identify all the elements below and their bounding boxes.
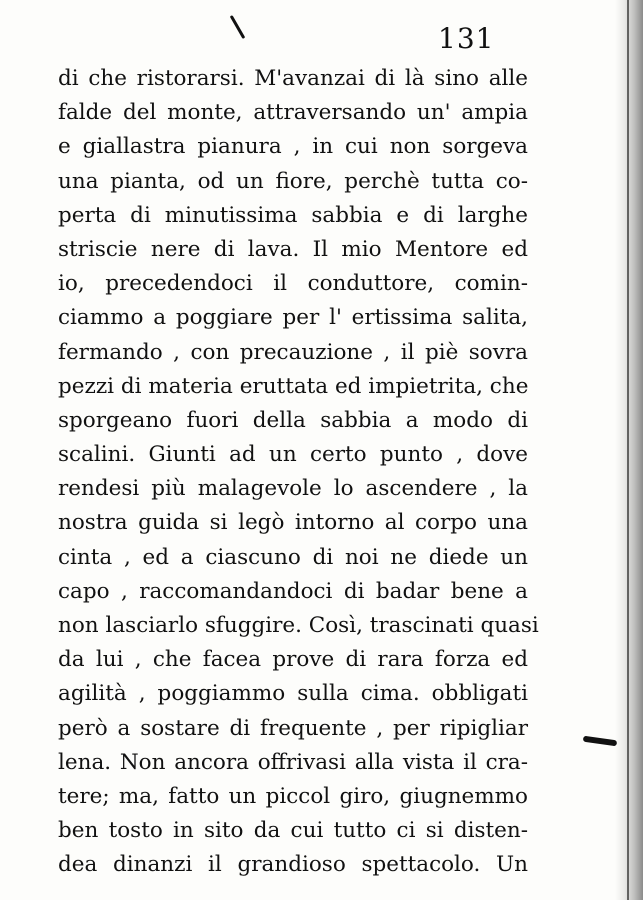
text-line: da lui , che facea prove di rara forza ed bbox=[58, 647, 528, 673]
page-edge-line bbox=[627, 0, 629, 900]
text-line: rendesi più malagevole lo ascendere , la bbox=[58, 476, 528, 502]
text-line: perta di minutissima sabbia e di larghe bbox=[58, 202, 528, 228]
text-line: di che ristorarsi. M'avanzai di là sino alle bbox=[58, 66, 528, 91]
text-line: una pianta, od un fiore, perchè tutta co- bbox=[58, 168, 528, 194]
text-line: tere; ma, fatto un piccol giro, giugnemmo bbox=[58, 783, 528, 809]
text-line: però a sostare di frequente , per ripigliar bbox=[58, 715, 528, 741]
text-line: dea dinanzi il grandioso spettacolo. Un bbox=[58, 852, 528, 878]
text-line: scalini. Giunti ad un certo punto , dove bbox=[58, 442, 528, 468]
ink-mark bbox=[230, 15, 246, 39]
ink-dash bbox=[583, 736, 618, 747]
text-line: non lasciarlo sfuggire. Così, trascinati quasi bbox=[58, 613, 539, 638]
text-line: ben tosto in sito da cui tutto ci si disten- bbox=[58, 818, 528, 844]
page-edge-shadow bbox=[615, 0, 643, 900]
text-line: pezzi di materia eruttata ed impietrita, che bbox=[58, 373, 529, 399]
text-line: io, precedendoci il conduttore, comin- bbox=[58, 271, 528, 297]
text-line: lena. Non ancora offrivasi alla vista il cra- bbox=[58, 749, 528, 775]
text-line: cinta , ed a ciascuno di noi ne diede un bbox=[58, 544, 528, 570]
text-line: agilità , poggiammo sulla cima. obbligati bbox=[58, 681, 528, 707]
text-line: striscie nere di lava. Il mio Mentore ed bbox=[58, 236, 528, 262]
page-number: 131 bbox=[438, 22, 495, 55]
text-line: nostra guida si legò intorno al corpo una bbox=[58, 510, 528, 536]
text-line: e giallastra pianura , in cui non sorgeva bbox=[58, 134, 528, 160]
text-line: ciammo a poggiare per l' ertissima salita, bbox=[58, 305, 528, 331]
body-text bbox=[58, 62, 539, 883]
text-line: falde del monte, attraversando un' ampia bbox=[58, 100, 528, 126]
text-line: capo , raccomandandoci di badar bene a bbox=[58, 578, 528, 604]
text-line: fermando , con precauzione , il piè sovra bbox=[58, 339, 528, 365]
text-line: sporgeano fuori della sabbia a modo di bbox=[58, 407, 528, 433]
